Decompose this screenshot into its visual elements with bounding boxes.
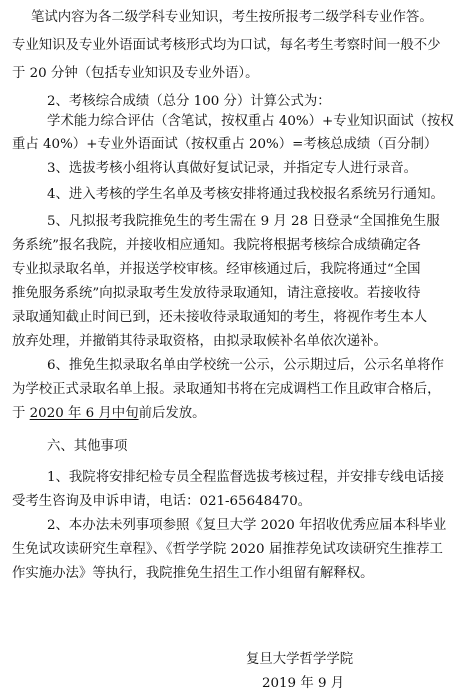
text-line: 务系统”报名我院，并接收相应通知。我院将根据考核综合成绩确定各 xyxy=(12,238,421,253)
text-line: 学术能力综合评估（含笔试，按权重占 40%）+专业知识面试（按权 xyxy=(47,114,454,129)
text-fragment: 于 xyxy=(12,406,30,421)
text-line: 作实施办法》等执行，我院推免生招生工作小组留有解释权。 xyxy=(12,566,374,581)
text-line: 1、我院将安排纪检专员全程监督选拔考核过程，并安排专线电话接 xyxy=(47,470,444,485)
text-line: 笔试内容为各二级学科专业知识，考生按所报考二级学科专业作答。 xyxy=(31,10,433,25)
text-line: 4、进入考核的学生名单及考核安排将通过我校报名系统另行通知。 xyxy=(47,187,444,202)
text-fragment: 前后发放。 xyxy=(138,406,206,421)
text-line: 放弃处理，并撤销其待录取资格，由拟录取候补名单依次递补。 xyxy=(12,334,387,349)
text-line xyxy=(12,406,206,422)
text-line: 为学校正式录取名单上报。录取通知书将在完成调档工作且政审合格后， xyxy=(12,382,441,397)
text-line: 3、选拔考核小组将认真做好复试记录，并指定专人进行录音。 xyxy=(47,161,418,176)
text-line: 6、推免生拟录取名单由学校统一公示，公示期过后，公示名单将作 xyxy=(47,358,444,373)
signature-institution: 复旦大学哲学学院 xyxy=(246,652,354,667)
text-line: 录取通知截止时间已到，还未接收待录取通知的考生，将视作考生本人 xyxy=(12,310,428,325)
text-line: 重占 40%）+专业外语面试（按权重占 20%）=考核总成绩（百分制） xyxy=(12,137,438,152)
text-line: 专业知识及专业外语面试考核形式均为口试，每名考生考察时间一般不少 xyxy=(12,38,441,53)
text-line: 2、本办法未列事项参照《复旦大学 2020 年招收优秀应届本科毕业 xyxy=(47,518,447,533)
text-line: 于 20 分钟（包括专业知识及专业外语）。 xyxy=(12,66,259,81)
text-line: 5、凡拟报考我院推免生的考生需在 9 月 28 日登录“全国推免生服 xyxy=(47,214,440,229)
text-line: 2、考核综合成绩（总分 100 分）计算公式为： xyxy=(47,94,331,109)
underlined-date: 2020 年 6 月中旬 xyxy=(29,406,139,421)
text-line: 专业拟录取名单，并报送学校审核。经审核通过后，我院将通过“全国 xyxy=(12,262,421,277)
text-line: 受考生咨询及申诉申请，电话：021-65648470。 xyxy=(12,494,312,509)
text-line: 生免试攻读研究生章程》、《哲学学院 2020 届推荐免试攻读研究生推荐工 xyxy=(12,542,443,557)
signature-date: 2019 年 9 月 xyxy=(262,676,345,691)
section-heading: 六、其他事项 xyxy=(47,439,128,454)
text-line: 推免服务系统”向拟录取考生发放待录取通知，请注意接收。若接收待 xyxy=(12,286,421,301)
